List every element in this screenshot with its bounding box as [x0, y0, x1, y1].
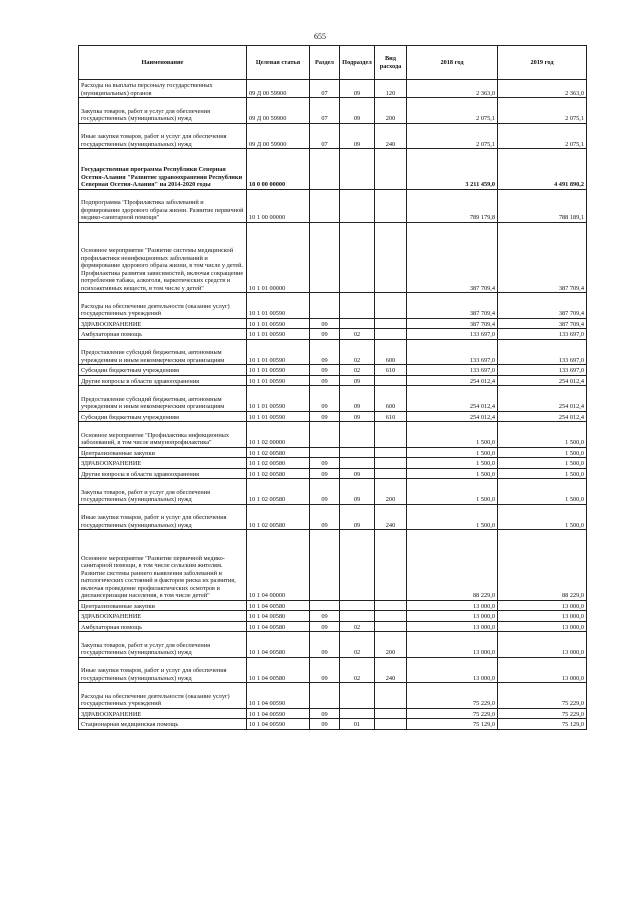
row-section: [310, 222, 340, 293]
row-subsection: 09: [340, 80, 375, 98]
row-target-article: 10 1 04 00590: [247, 683, 310, 709]
row-name: Государственная программа Республики Северная Осетия-Алания "Развитие здравоохранения Республики Северная Осетия-Алания" на 2014-2020 годы: [79, 149, 247, 190]
row-target-article: 10 1 02 00000: [247, 422, 310, 448]
row-value-2018: 2 363,0: [407, 80, 498, 98]
row-value-2018: 75 229,0: [407, 708, 498, 719]
table-row: [79, 123, 587, 149]
row-target-article: 10 1 04 00590: [247, 708, 310, 719]
table-row: [79, 98, 587, 124]
row-expense-type: [375, 149, 407, 190]
row-value-2018: 254 012,4: [407, 375, 498, 386]
table-row: [79, 504, 587, 530]
row-name: Предоставление субсидий бюджетным, автономным учреждениям и иным некоммерческим организациям: [79, 339, 247, 365]
row-name: Субсидии бюджетным учреждениям: [79, 411, 247, 422]
table-row: [79, 657, 587, 683]
row-expense-type: 610: [375, 411, 407, 422]
row-subsection: 09: [340, 468, 375, 479]
row-target-article: 10 0 00 00000: [247, 149, 310, 190]
row-value-2018: 75 129,0: [407, 719, 498, 730]
row-value-2019: 387 709,4: [498, 222, 587, 293]
row-value-2018: 2 075,1: [407, 98, 498, 124]
row-value-2019: 13 000,0: [498, 600, 587, 611]
row-section: 09: [310, 504, 340, 530]
row-subsection: 09: [340, 479, 375, 505]
row-subsection: [340, 149, 375, 190]
row-subsection: 09: [340, 411, 375, 422]
table-row: [79, 222, 587, 293]
row-expense-type: [375, 708, 407, 719]
table-row: [79, 479, 587, 505]
row-subsection: [340, 458, 375, 469]
row-value-2018: 387 709,4: [407, 318, 498, 329]
row-expense-type: [375, 375, 407, 386]
row-section: 09: [310, 468, 340, 479]
row-value-2018: 387 709,4: [407, 222, 498, 293]
row-value-2019: 75 229,0: [498, 683, 587, 709]
row-value-2018: 13 000,0: [407, 611, 498, 622]
header-2018: 2018 год: [407, 46, 498, 80]
row-value-2019: 254 012,4: [498, 411, 587, 422]
table-header-row: [79, 46, 587, 80]
row-value-2018: 13 000,0: [407, 657, 498, 683]
row-section: [310, 447, 340, 458]
row-name: Закупка товаров, работ и услуг для обеспечения государственных (муниципальных) нужд: [79, 479, 247, 505]
row-subsection: [340, 189, 375, 222]
row-section: [310, 600, 340, 611]
budget-table: [78, 45, 587, 730]
row-name: Стационарная медицинская помощь: [79, 719, 247, 730]
row-name: Другие вопросы в области здравоохранения: [79, 468, 247, 479]
table-row: [79, 422, 587, 448]
row-value-2019: 387 709,4: [498, 293, 587, 319]
row-subsection: 02: [340, 632, 375, 658]
row-name: Иные закупки товаров, работ и услуг для обеспечения государственных (муниципальных) нужд: [79, 657, 247, 683]
row-value-2018: 387 709,4: [407, 293, 498, 319]
row-expense-type: 120: [375, 80, 407, 98]
row-value-2019: 1 500,0: [498, 447, 587, 458]
row-target-article: 10 1 01 00590: [247, 375, 310, 386]
row-expense-type: 200: [375, 632, 407, 658]
table-row: [79, 447, 587, 458]
row-name: Иные закупки товаров, работ и услуг для обеспечения государственных (муниципальных) нужд: [79, 123, 247, 149]
row-section: [310, 530, 340, 601]
table-row: [79, 149, 587, 190]
row-value-2019: 13 000,0: [498, 657, 587, 683]
row-expense-type: 200: [375, 98, 407, 124]
row-expense-type: [375, 719, 407, 730]
row-name: Амбулаторная помощь: [79, 621, 247, 632]
row-value-2019: 75 229,0: [498, 708, 587, 719]
row-section: 09: [310, 621, 340, 632]
row-target-article: 10 1 04 00580: [247, 600, 310, 611]
row-value-2018: 254 012,4: [407, 386, 498, 412]
row-subsection: 01: [340, 719, 375, 730]
row-expense-type: 600: [375, 339, 407, 365]
row-subsection: [340, 447, 375, 458]
row-value-2019: 13 000,0: [498, 632, 587, 658]
row-target-article: 10 1 00 00000: [247, 189, 310, 222]
table-row: [79, 411, 587, 422]
row-value-2019: 2 075,1: [498, 98, 587, 124]
row-subsection: 09: [340, 98, 375, 124]
row-value-2019: 88 229,0: [498, 530, 587, 601]
row-target-article: 09 Д 00 59900: [247, 123, 310, 149]
table-row: [79, 611, 587, 622]
row-subsection: 02: [340, 329, 375, 340]
row-value-2018: 1 500,0: [407, 422, 498, 448]
row-expense-type: 610: [375, 365, 407, 376]
row-value-2019: 1 500,0: [498, 458, 587, 469]
row-value-2018: 13 000,0: [407, 621, 498, 632]
row-section: 09: [310, 719, 340, 730]
table-row: [79, 600, 587, 611]
page-number: 655: [314, 32, 326, 41]
table-row: [79, 708, 587, 719]
row-subsection: [340, 422, 375, 448]
row-name: Основное мероприятие "Развитие первичной медико-санитарной помощи, в том числе сельским жителям. Развитие системы раннего выявления заболеваний и патологических состояний и факторов риска их развития, включая проведение профилактических осмотров и диспансеризации населения, в том числе детей": [79, 530, 247, 601]
row-name: Основное мероприятие "Профилактика инфекционных заболеваний, в том числе иммунопрофилактика": [79, 422, 247, 448]
row-value-2019: 133 697,0: [498, 365, 587, 376]
row-name: Расходы на обеспечение деятельности (оказание услуг) государственных учреждений: [79, 293, 247, 319]
row-value-2018: 3 211 459,0: [407, 149, 498, 190]
row-expense-type: [375, 683, 407, 709]
row-value-2019: 2 363,0: [498, 80, 587, 98]
row-section: 07: [310, 123, 340, 149]
row-target-article: 10 1 04 00580: [247, 611, 310, 622]
row-name: Централизованные закупки: [79, 600, 247, 611]
row-section: 09: [310, 411, 340, 422]
row-expense-type: 240: [375, 657, 407, 683]
row-name: Закупка товаров, работ и услуг для обеспечения государственных (муниципальных) нужд: [79, 632, 247, 658]
row-value-2018: 13 000,0: [407, 632, 498, 658]
row-value-2018: 1 500,0: [407, 458, 498, 469]
row-expense-type: [375, 600, 407, 611]
row-section: 07: [310, 98, 340, 124]
row-subsection: 02: [340, 621, 375, 632]
table-row: [79, 329, 587, 340]
row-expense-type: [375, 458, 407, 469]
row-section: 09: [310, 657, 340, 683]
table-row: [79, 719, 587, 730]
table-row: [79, 189, 587, 222]
row-value-2019: 4 491 890,2: [498, 149, 587, 190]
row-expense-type: 240: [375, 123, 407, 149]
row-name: Основное мероприятие "Развитие системы медицинской профилактики неинфекционных заболеваний и формирование здорового образа жизни, в том числе у детей. Профилактика развития зависимостей, включая сокращение потребления табака, алкоголя, наркотических средств и психоактивных веществ, в том числе у детей": [79, 222, 247, 293]
row-value-2019: 75 129,0: [498, 719, 587, 730]
row-name: Расходы на обеспечение деятельности (оказание услуг) государственных учреждений: [79, 683, 247, 709]
row-name: Расходы на выплаты персоналу государственных (муниципальных) органов: [79, 80, 247, 98]
row-expense-type: [375, 468, 407, 479]
row-subsection: 09: [340, 375, 375, 386]
row-expense-type: [375, 293, 407, 319]
row-name: Подпрограмма "Профилактика заболеваний и формирование здорового образа жизни. Развитие первичной медико-санитарной помощи": [79, 189, 247, 222]
row-value-2018: 133 697,0: [407, 339, 498, 365]
row-target-article: 10 1 01 00590: [247, 386, 310, 412]
row-section: 09: [310, 611, 340, 622]
row-target-article: 10 1 02 00580: [247, 504, 310, 530]
table-row: [79, 621, 587, 632]
row-expense-type: [375, 189, 407, 222]
row-expense-type: [375, 621, 407, 632]
row-value-2018: 789 179,8: [407, 189, 498, 222]
row-target-article: 10 1 01 00000: [247, 222, 310, 293]
row-subsection: 02: [340, 365, 375, 376]
row-target-article: 10 1 01 00590: [247, 365, 310, 376]
row-expense-type: [375, 447, 407, 458]
row-target-article: 10 1 01 00590: [247, 329, 310, 340]
header-2019: 2019 год: [498, 46, 587, 80]
row-subsection: 09: [340, 504, 375, 530]
row-section: [310, 149, 340, 190]
table-row: [79, 318, 587, 329]
row-expense-type: [375, 611, 407, 622]
row-subsection: 02: [340, 339, 375, 365]
row-section: 09: [310, 458, 340, 469]
table-row: [79, 365, 587, 376]
row-value-2019: 254 012,4: [498, 375, 587, 386]
table-row: [79, 468, 587, 479]
row-value-2019: 133 697,0: [498, 339, 587, 365]
row-value-2018: 1 500,0: [407, 468, 498, 479]
row-section: [310, 293, 340, 319]
row-target-article: 10 1 01 00590: [247, 293, 310, 319]
header-target-article: Целевая статья: [247, 46, 310, 80]
row-value-2019: 2 075,1: [498, 123, 587, 149]
table-row: [79, 375, 587, 386]
row-value-2018: 2 075,1: [407, 123, 498, 149]
row-section: 07: [310, 80, 340, 98]
table-row: [79, 458, 587, 469]
row-subsection: [340, 222, 375, 293]
row-subsection: [340, 293, 375, 319]
row-target-article: 10 1 04 00580: [247, 632, 310, 658]
row-name: Централизованные закупки: [79, 447, 247, 458]
row-name: ЗДРАВООХРАНЕНИЕ: [79, 611, 247, 622]
row-value-2019: 133 697,0: [498, 329, 587, 340]
row-expense-type: [375, 318, 407, 329]
row-section: 09: [310, 375, 340, 386]
row-value-2019: 254 012,4: [498, 386, 587, 412]
row-value-2018: 88 229,0: [407, 530, 498, 601]
table-row: [79, 339, 587, 365]
row-target-article: 10 1 02 00580: [247, 447, 310, 458]
row-value-2019: 13 000,0: [498, 621, 587, 632]
row-section: 09: [310, 632, 340, 658]
row-value-2019: 1 500,0: [498, 468, 587, 479]
table-row: [79, 386, 587, 412]
row-name: Субсидии бюджетным учреждениям: [79, 365, 247, 376]
row-subsection: [340, 318, 375, 329]
row-subsection: 09: [340, 123, 375, 149]
row-subsection: [340, 708, 375, 719]
row-expense-type: [375, 329, 407, 340]
table-row: [79, 683, 587, 709]
row-target-article: 10 1 01 00590: [247, 318, 310, 329]
row-value-2018: 1 500,0: [407, 504, 498, 530]
table-row: [79, 80, 587, 98]
row-target-article: 09 Д 00 59900: [247, 80, 310, 98]
row-target-article: 10 1 01 00590: [247, 411, 310, 422]
row-value-2018: 1 500,0: [407, 447, 498, 458]
row-expense-type: 600: [375, 386, 407, 412]
row-expense-type: [375, 530, 407, 601]
row-value-2019: 387 709,4: [498, 318, 587, 329]
row-name: Амбулаторная помощь: [79, 329, 247, 340]
row-section: [310, 189, 340, 222]
row-value-2019: 1 500,0: [498, 422, 587, 448]
header-expense-type: Вид расхода: [375, 46, 407, 80]
row-target-article: 10 1 04 00580: [247, 657, 310, 683]
row-value-2018: 133 697,0: [407, 365, 498, 376]
row-value-2019: 13 000,0: [498, 611, 587, 622]
table-row: [79, 632, 587, 658]
row-subsection: 02: [340, 657, 375, 683]
row-subsection: 09: [340, 386, 375, 412]
row-expense-type: 240: [375, 504, 407, 530]
table-row: [79, 530, 587, 601]
row-name: ЗДРАВООХРАНЕНИЕ: [79, 708, 247, 719]
row-value-2019: 788 189,1: [498, 189, 587, 222]
row-subsection: [340, 600, 375, 611]
row-section: [310, 422, 340, 448]
row-name: ЗДРАВООХРАНЕНИЕ: [79, 458, 247, 469]
row-target-article: 10 1 01 00590: [247, 339, 310, 365]
row-value-2018: 133 697,0: [407, 329, 498, 340]
table-row: [79, 293, 587, 319]
row-target-article: 10 1 02 00580: [247, 468, 310, 479]
row-target-article: 10 1 04 00590: [247, 719, 310, 730]
row-name: Другие вопросы в области здравоохранения: [79, 375, 247, 386]
row-name: Предоставление субсидий бюджетным, автономным учреждениям и иным некоммерческим организациям: [79, 386, 247, 412]
row-expense-type: [375, 222, 407, 293]
row-target-article: 10 1 04 00580: [247, 621, 310, 632]
row-expense-type: [375, 422, 407, 448]
row-value-2019: 1 500,0: [498, 504, 587, 530]
row-value-2019: 1 500,0: [498, 479, 587, 505]
row-section: 09: [310, 479, 340, 505]
row-section: 09: [310, 339, 340, 365]
row-subsection: [340, 611, 375, 622]
row-value-2018: 75 229,0: [407, 683, 498, 709]
row-value-2018: 1 500,0: [407, 479, 498, 505]
row-section: [310, 683, 340, 709]
header-subsection: Подраздел: [340, 46, 375, 80]
row-value-2018: 254 012,4: [407, 411, 498, 422]
row-target-article: 10 1 02 00580: [247, 458, 310, 469]
row-expense-type: 200: [375, 479, 407, 505]
row-section: 09: [310, 365, 340, 376]
row-name: Закупка товаров, работ и услуг для обеспечения государственных (муниципальных) нужд: [79, 98, 247, 124]
row-target-article: 10 1 04 00000: [247, 530, 310, 601]
row-name: Иные закупки товаров, работ и услуг для обеспечения государственных (муниципальных) нужд: [79, 504, 247, 530]
row-section: 09: [310, 318, 340, 329]
row-name: ЗДРАВООХРАНЕНИЕ: [79, 318, 247, 329]
row-subsection: [340, 683, 375, 709]
row-section: 09: [310, 708, 340, 719]
row-target-article: 10 1 02 00580: [247, 479, 310, 505]
row-value-2018: 13 000,0: [407, 600, 498, 611]
header-section: Раздел: [310, 46, 340, 80]
row-section: 09: [310, 386, 340, 412]
row-section: 09: [310, 329, 340, 340]
row-subsection: [340, 530, 375, 601]
row-target-article: 09 Д 00 59900: [247, 98, 310, 124]
header-name: Наименование: [79, 46, 247, 80]
